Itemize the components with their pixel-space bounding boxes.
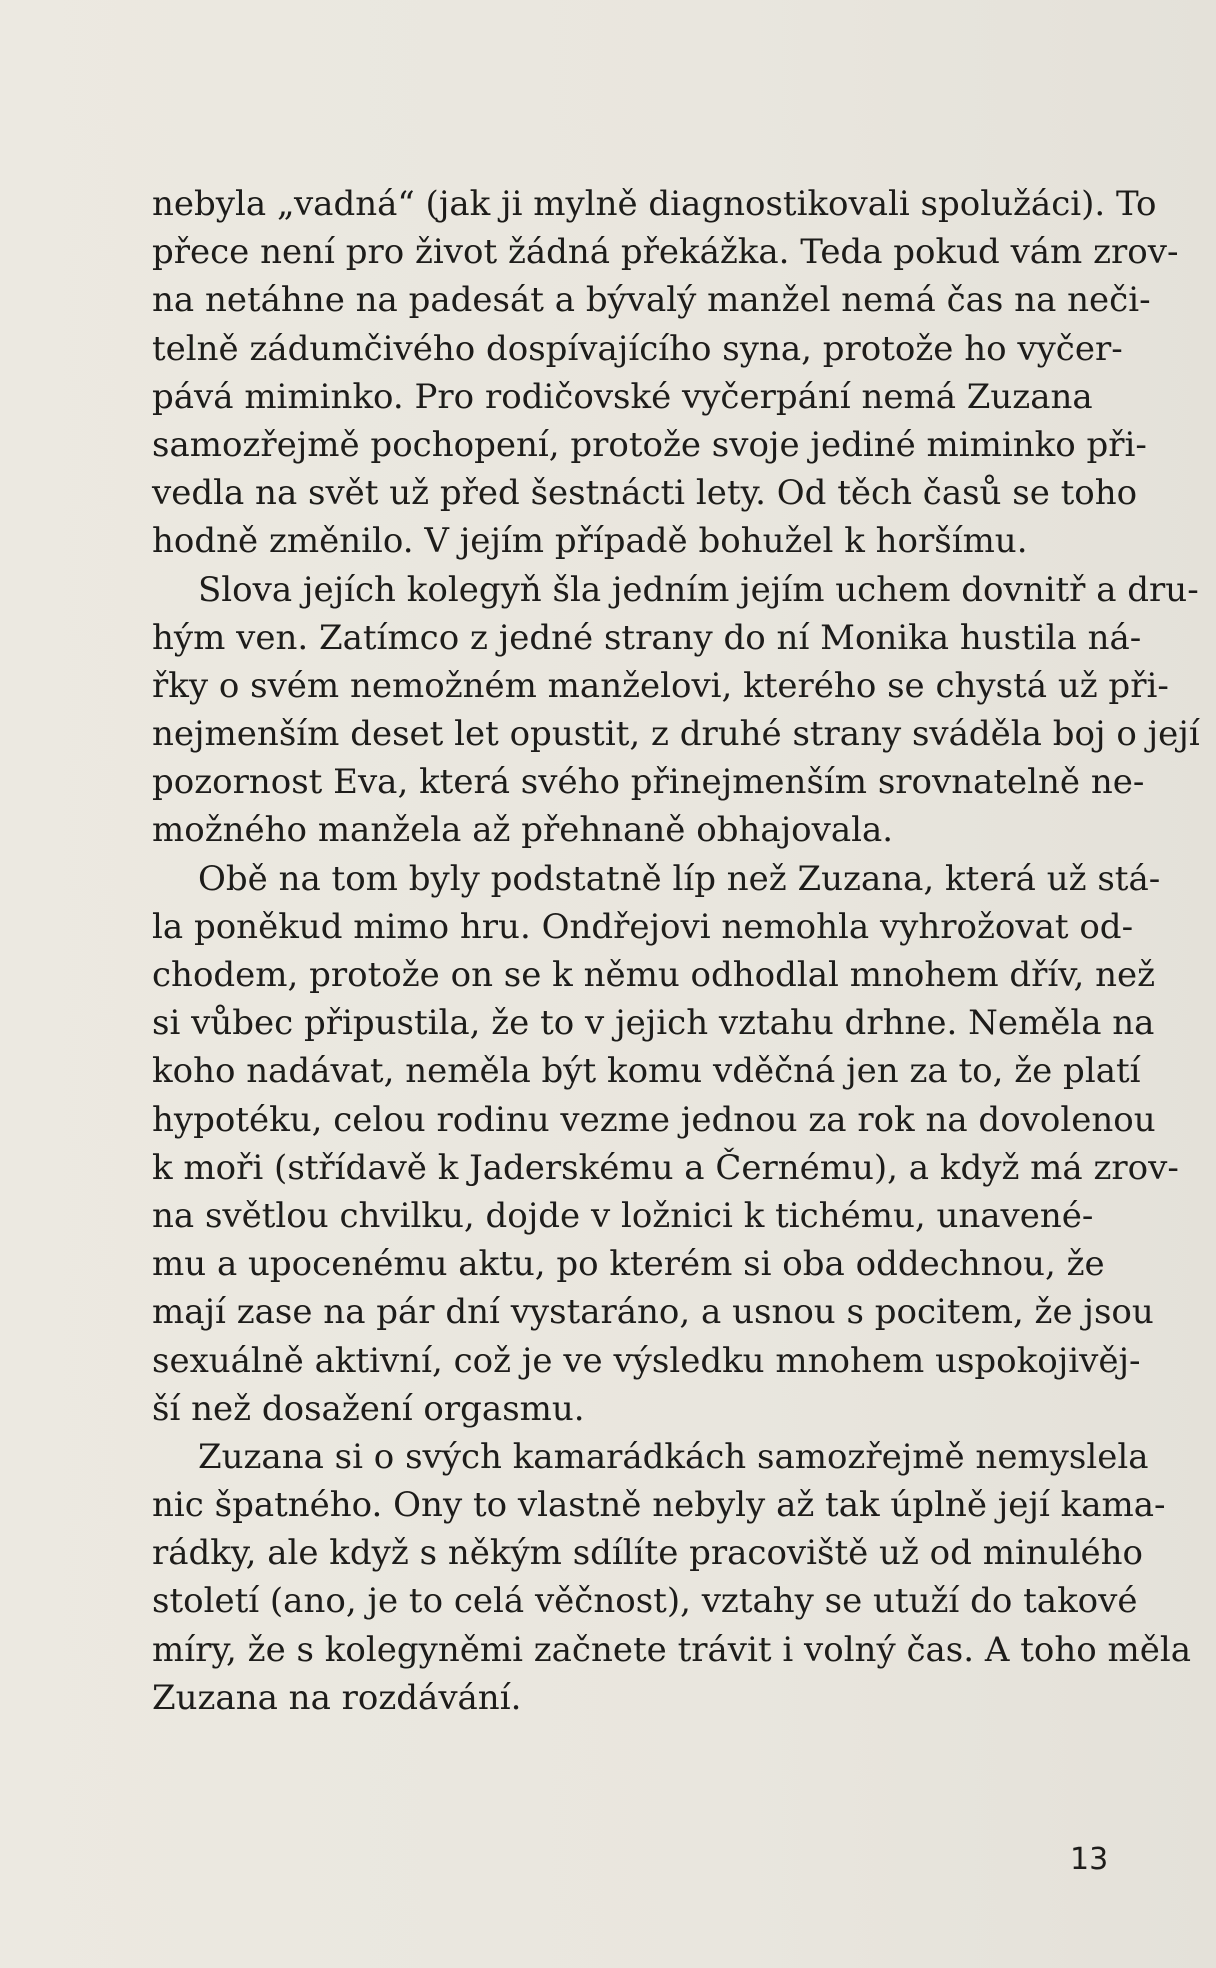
text-line: hodně změnilo. V jejím případě bohužel k horšímu.	[152, 521, 1028, 562]
text-line: Zuzana na rozdávání.	[152, 1677, 522, 1718]
text-line: k moři (střídavě k Jaderskému a Černému), a když má zrov-	[152, 1147, 1179, 1188]
text-line: koho nadávat, neměla být komu vděčná jen za to, že platí	[152, 1051, 1141, 1092]
text-line: století (ano, je to celá věčnost), vztahy se utuží do takové	[152, 1581, 1138, 1622]
text-line: hypotéku, celou rodinu vezme jednou za rok na dovolenou	[152, 1099, 1156, 1140]
text-line: hým ven. Zatímco z jedné strany do ní Monika hustila ná-	[152, 617, 1142, 658]
text-line: si vůbec připustila, že to v jejich vztahu drhne. Neměla na	[152, 1003, 1155, 1044]
text-line: možného manžela až přehnaně obhajovala.	[152, 810, 894, 851]
text-line: Obě na tom byly podstatně líp než Zuzana, která už stá-	[198, 858, 1161, 899]
text-line: vedla na svět už před šestnácti lety. Od těch časů se toho	[152, 473, 1138, 514]
text-line: Slova jejích kolegyň šla jedním jejím uchem dovnitř a dru-	[198, 569, 1199, 610]
text-line: rádky, ale když s někým sdílíte pracoviště už od minulého	[152, 1533, 1143, 1574]
text-line: nic špatného. Ony to vlastně nebyly až tak úplně její kama-	[152, 1485, 1166, 1526]
text-line: mu a upocenému aktu, po kterém si oba oddechnou, že	[152, 1244, 1105, 1285]
text-line: pozornost Eva, která svého přinejmenším srovnatelně ne-	[152, 762, 1145, 803]
text-line: samozřejmě pochopení, protože svoje jediné miminko při-	[152, 424, 1147, 465]
page-number: 13	[1070, 1842, 1109, 1877]
text-line: na světlou chvilku, dojde v ložnici k tichému, unavené-	[152, 1195, 1094, 1236]
text-line: přece není pro život žádná překážka. Teda pokud vám zrov-	[152, 232, 1179, 273]
text-line: míry, že s kolegyněmi začnete trávit i volný čas. A toho měla	[152, 1629, 1192, 1670]
text-line: nejmenším deset let opustit, z druhé strany sváděla boj o její	[152, 714, 1200, 755]
text-line: sexuálně aktivní, což je ve výsledku mnohem uspokojivěj-	[152, 1340, 1141, 1381]
body-text	[152, 180, 1200, 1722]
text-line: mají zase na pár dní vystaráno, a usnou s pocitem, že jsou	[152, 1292, 1154, 1333]
text-line: telně zádumčivého dospívajícího syna, protože ho vyčer-	[152, 328, 1123, 369]
text-line: na netáhne na padesát a bývalý manžel nemá čas na neči-	[152, 280, 1151, 321]
text-line: řky o svém nemožném manželovi, kterého se chystá už při-	[152, 665, 1169, 706]
text-line: pává miminko. Pro rodičovské vyčerpání nemá Zuzana	[152, 376, 1093, 417]
text-line: chodem, protože on se k němu odhodlal mnohem dřív, než	[152, 955, 1156, 995]
text-line: la poněkud mimo hru. Ondřejovi nemohla vyhrožovat od-	[152, 906, 1134, 947]
text-line: ší než dosažení orgasmu.	[152, 1388, 585, 1429]
text-line: nebyla „vadná“ (jak ji mylně diagnostikovali spolužáci). To	[152, 184, 1157, 224]
text-line: Zuzana si o svých kamarádkách samozřejmě nemyslela	[198, 1436, 1149, 1477]
